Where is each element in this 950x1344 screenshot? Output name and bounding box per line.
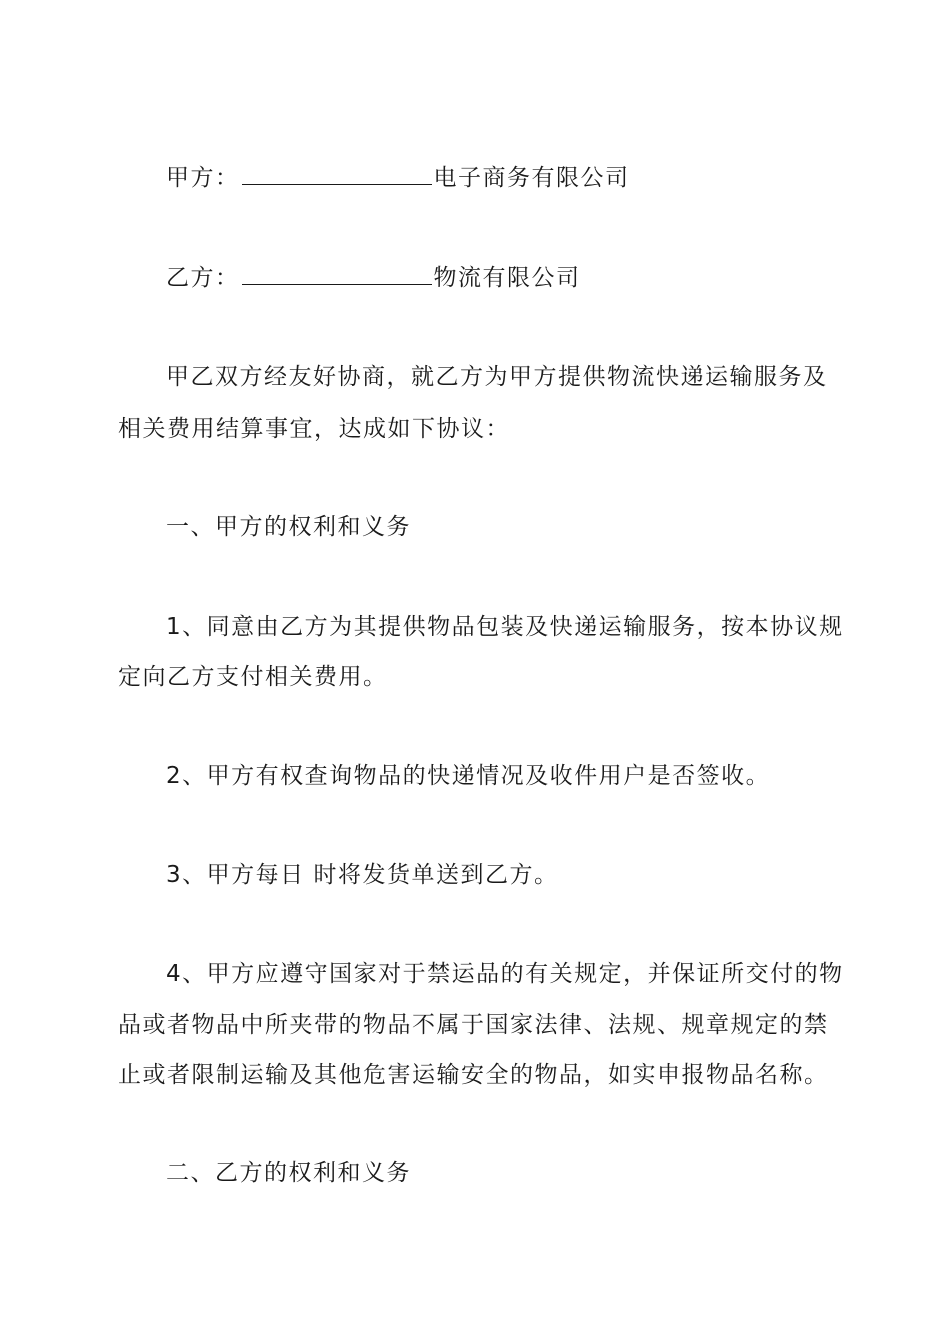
intro-line-1: 甲乙双方经友好协商，就乙方为甲方提供物流快递运输服务及 bbox=[166, 364, 828, 390]
clause-3-line-1: 3、甲方每日 时将发货单送到乙方。 bbox=[166, 862, 559, 888]
clause-1-line-2: 定向乙方支付相关费用。 bbox=[118, 664, 388, 690]
clause-4-line-2: 品或者物品中所夹带的物品不属于国家法律、法规、规章规定的禁 bbox=[118, 1012, 829, 1038]
party-a-label: 甲方： bbox=[166, 165, 240, 191]
clause-2-line-1: 2、甲方有权查询物品的快递情况及收件用户是否签收。 bbox=[166, 763, 771, 789]
party-b-blank bbox=[242, 262, 432, 285]
intro-line-2: 相关费用结算事宜，达成如下协议： bbox=[118, 416, 510, 442]
clause-4-line-3: 止或者限制运输及其他危害运输安全的物品，如实申报物品名称。 bbox=[118, 1062, 829, 1088]
party-b-line bbox=[166, 262, 581, 293]
party-a-company: 电子商务有限公司 bbox=[433, 165, 630, 191]
party-b-company: 物流有限公司 bbox=[433, 265, 581, 291]
party-a-blank bbox=[242, 162, 432, 185]
section-2-heading: 二、乙方的权利和义务 bbox=[166, 1160, 411, 1186]
section-1-heading: 一、甲方的权利和义务 bbox=[166, 514, 411, 540]
party-b-label: 乙方： bbox=[166, 265, 240, 291]
party-a-line bbox=[166, 162, 630, 193]
clause-4-line-1: 4、甲方应遵守国家对于禁运品的有关规定，并保证所交付的物 bbox=[166, 961, 844, 987]
clause-1-line-1: 1、同意由乙方为其提供物品包装及快递运输服务，按本协议规 bbox=[166, 614, 844, 640]
